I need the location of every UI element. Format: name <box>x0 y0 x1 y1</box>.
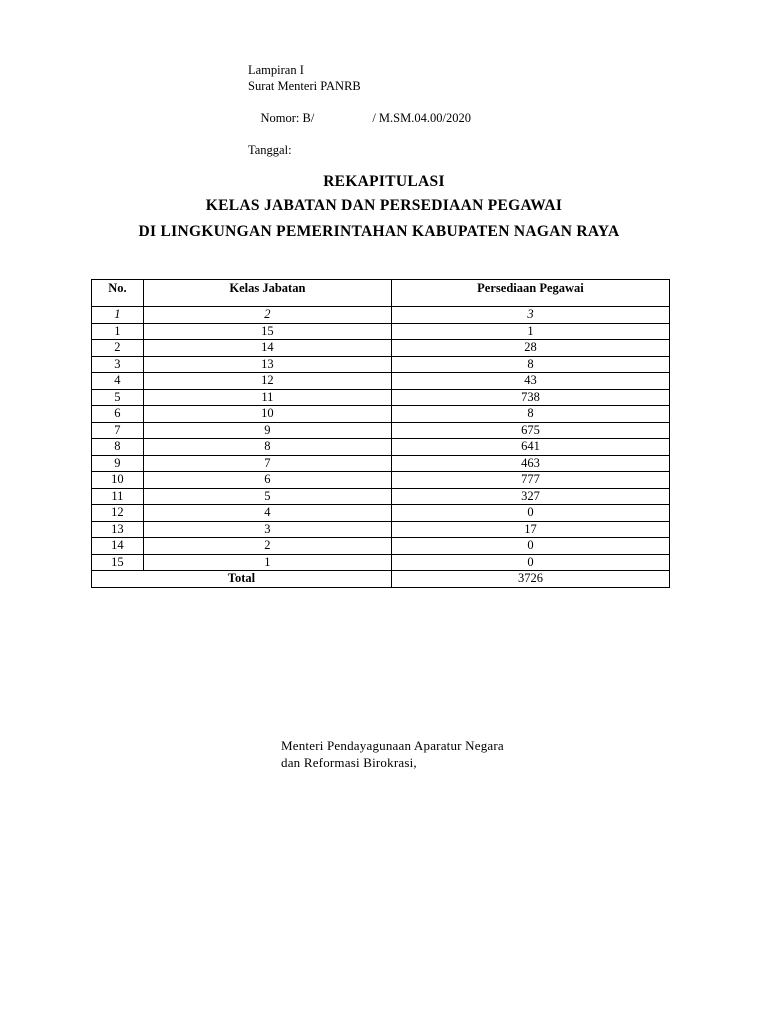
row-persediaan-cell: 17 <box>391 521 669 538</box>
row-kelas-cell: 2 <box>143 538 391 555</box>
attachment-line-tanggal: Tanggal: <box>248 143 292 157</box>
row-no-cell: 12 <box>92 505 144 522</box>
row-persediaan-cell: 0 <box>391 505 669 522</box>
row-persediaan-cell: 463 <box>391 455 669 472</box>
recap-table <box>91 279 670 588</box>
row-no-cell: 2 <box>92 340 144 357</box>
total-value: 3726 <box>391 571 669 588</box>
row-no-cell: 6 <box>92 406 144 423</box>
header-no: No. <box>92 280 144 307</box>
attachment-line-nomor <box>248 94 471 142</box>
attachment-line-surat: Surat Menteri PANRB <box>248 79 361 93</box>
row-no-cell: 7 <box>92 422 144 439</box>
row-persediaan-cell: 43 <box>391 373 669 390</box>
column-index-row <box>92 307 670 324</box>
row-persediaan-cell: 327 <box>391 488 669 505</box>
table-row <box>92 554 670 571</box>
row-no-cell: 9 <box>92 455 144 472</box>
attachment-block <box>248 62 471 158</box>
table-row <box>92 373 670 390</box>
row-persediaan-cell: 738 <box>391 389 669 406</box>
row-kelas-cell: 5 <box>143 488 391 505</box>
signature-line-1: Menteri Pendayagunaan Aparatur Negara <box>281 738 504 753</box>
row-no-cell: 5 <box>92 389 144 406</box>
nomor-prefix: Nomor: B/ <box>260 111 315 125</box>
row-persediaan-cell: 8 <box>391 406 669 423</box>
index-cell: 3 <box>391 307 669 324</box>
table-row <box>92 455 670 472</box>
row-kelas-cell: 13 <box>143 356 391 373</box>
row-kelas-cell: 9 <box>143 422 391 439</box>
row-no-cell: 11 <box>92 488 144 505</box>
table-body <box>92 307 670 571</box>
row-kelas-cell: 8 <box>143 439 391 456</box>
row-kelas-cell: 7 <box>143 455 391 472</box>
row-kelas-cell: 10 <box>143 406 391 423</box>
attachment-line-lampiran: Lampiran I <box>248 63 304 77</box>
row-persediaan-cell: 28 <box>391 340 669 357</box>
table-row <box>92 422 670 439</box>
row-no-cell: 3 <box>92 356 144 373</box>
row-kelas-cell: 14 <box>143 340 391 357</box>
row-persediaan-cell: 1 <box>391 323 669 340</box>
table-row <box>92 406 670 423</box>
row-no-cell: 15 <box>92 554 144 571</box>
row-persediaan-cell: 0 <box>391 538 669 555</box>
row-persediaan-cell: 777 <box>391 472 669 489</box>
table-row <box>92 389 670 406</box>
index-cell: 2 <box>143 307 391 324</box>
total-row <box>92 571 670 588</box>
title-rekapitulasi: REKAPITULASI <box>323 173 445 190</box>
row-persediaan-cell: 675 <box>391 422 669 439</box>
total-label: Total <box>92 571 392 588</box>
nomor-suffix: / M.SM.04.00/2020 <box>372 111 471 125</box>
row-kelas-cell: 12 <box>143 373 391 390</box>
row-kelas-cell: 1 <box>143 554 391 571</box>
table-row <box>92 521 670 538</box>
table-row <box>92 488 670 505</box>
signature-line-2: dan Reformasi Birokrasi, <box>281 755 417 770</box>
row-persediaan-cell: 641 <box>391 439 669 456</box>
row-no-cell: 1 <box>92 323 144 340</box>
row-persediaan-cell: 8 <box>391 356 669 373</box>
row-kelas-cell: 15 <box>143 323 391 340</box>
table-row <box>92 356 670 373</box>
table-row <box>92 505 670 522</box>
title-kelas-jabatan: KELAS JABATAN DAN PERSEDIAAN PEGAWAI <box>205 197 563 214</box>
row-no-cell: 14 <box>92 538 144 555</box>
row-kelas-cell: 11 <box>143 389 391 406</box>
row-kelas-cell: 4 <box>143 505 391 522</box>
table-row <box>92 472 670 489</box>
row-persediaan-cell: 0 <box>391 554 669 571</box>
table-row <box>92 538 670 555</box>
row-no-cell: 13 <box>92 521 144 538</box>
header-persediaan-pegawai: Persediaan Pegawai <box>391 280 669 307</box>
signature-block <box>281 737 504 771</box>
header-kelas-jabatan: Kelas Jabatan <box>143 280 391 307</box>
row-no-cell: 10 <box>92 472 144 489</box>
table-row <box>92 340 670 357</box>
row-kelas-cell: 3 <box>143 521 391 538</box>
table-header-row <box>92 280 670 307</box>
index-cell: 1 <box>92 307 144 324</box>
title-lingkungan: DI LINGKUNGAN PEMERINTAHAN KABUPATEN NAGAN RAYA <box>138 223 620 240</box>
table-row <box>92 439 670 456</box>
table-row <box>92 323 670 340</box>
row-no-cell: 8 <box>92 439 144 456</box>
row-kelas-cell: 6 <box>143 472 391 489</box>
row-no-cell: 4 <box>92 373 144 390</box>
